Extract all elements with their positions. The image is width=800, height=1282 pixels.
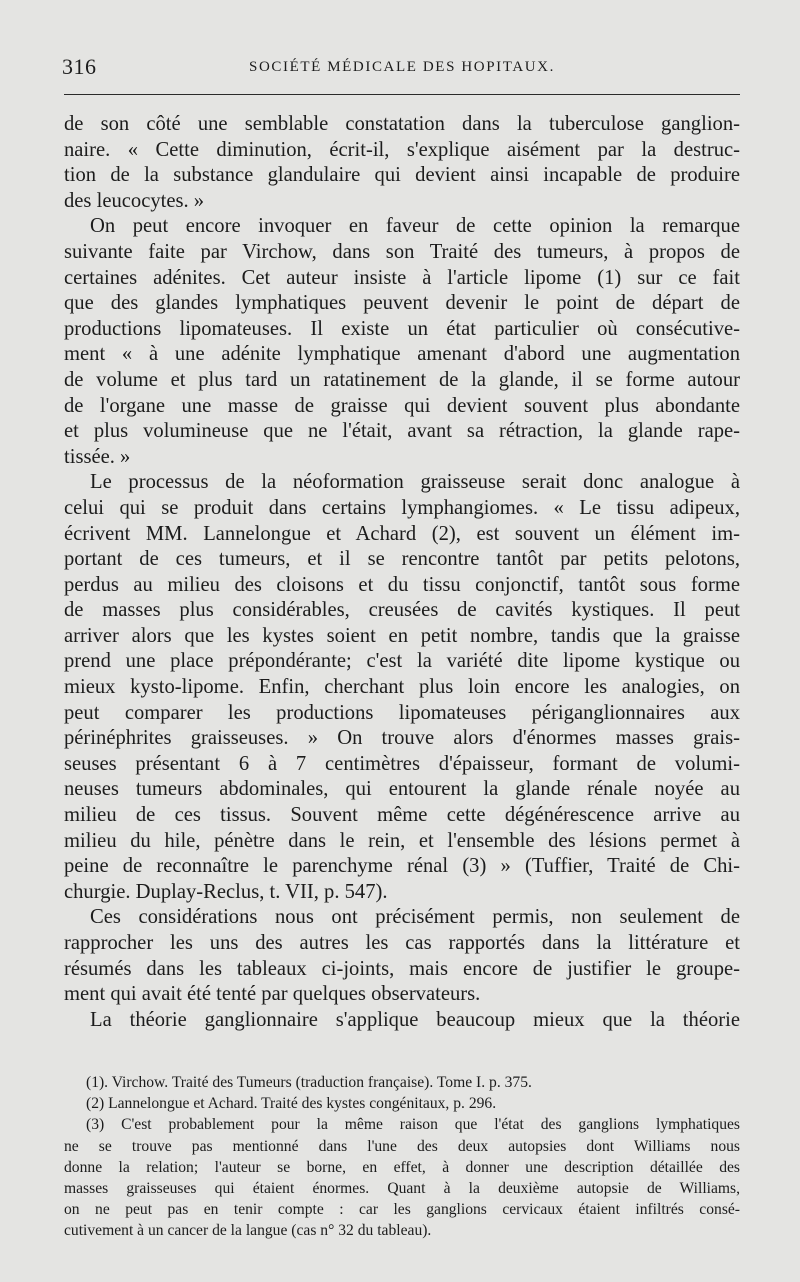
header-rule <box>64 94 740 95</box>
footnote-line: ne se trouve pas mentionné dans l'une des deux autopsies dont Williams nous <box>64 1137 740 1155</box>
body-text <box>64 112 740 1033</box>
footnote-line: cutivement à un cancer de la langue (cas n° 32 du tableau). <box>64 1222 432 1240</box>
footnote-line: donne la relation; l'auteur se borne, en effet, à donner une description détaillée des <box>64 1158 740 1176</box>
body-line: La théorie ganglionnaire s'applique beaucoup mieux que la théorie <box>90 1008 740 1031</box>
body-line: de l'organe une masse de graisse qui devient souvent plus abondante <box>64 394 740 417</box>
body-line: perdus au milieu des cloisons et du tissu conjonctif, tantôt sous forme <box>64 573 740 596</box>
body-line: celui qui se produit dans certains lymphangiomes. « Le tissu adipeux, <box>64 496 740 519</box>
body-line: résumés dans les tableaux ci-joints, mais encore de justifier le groupe- <box>64 957 740 980</box>
body-line: productions lipomateuses. Il existe un état particulier où consécutive- <box>64 317 740 340</box>
body-line: On peut encore invoquer en faveur de cette opinion la remarque <box>90 215 740 238</box>
body-line: Ces considérations nous ont précisément permis, non seulement de <box>90 906 740 929</box>
body-line: portant de ces tumeurs, et il se rencontre tantôt par petits pelotons, <box>64 548 740 571</box>
body-line: et plus volumineuse que ne l'était, avant sa rétraction, la glande rape- <box>64 420 740 443</box>
body-line: des leucocytes. » <box>64 189 205 212</box>
body-line: mieux kysto-lipome. Enfin, cherchant plus loin encore les analogies, on <box>64 676 740 699</box>
body-line: peine de reconnaître le parenchyme rénal (3) » (Tuffier, Traité de Chi- <box>64 855 740 878</box>
body-line: arriver alors que les kystes soient en petit nombre, tandis que la graisse <box>64 624 740 647</box>
body-line: de son côté une semblable constatation dans la tuberculose ganglion- <box>64 113 740 135</box>
body-line: certaines adénites. Cet auteur insiste à l'article lipome (1) sur ce fait <box>64 266 740 289</box>
body-line: naire. « Cette diminution, écrit-il, s'explique aisément par la destruc- <box>64 138 740 161</box>
body-line: milieu de ces tissus. Souvent même cette dégénérescence arrive au <box>64 804 740 827</box>
page-number: 316 <box>62 54 97 79</box>
body-line: peut comparer les productions lipomateuses périganglionnaires aux <box>64 701 740 724</box>
body-line: suivante faite par Virchow, dans son Traité des tumeurs, à propos de <box>64 240 740 263</box>
footnotes <box>64 1072 740 1242</box>
body-line: de volume et plus tard un ratatinement de la glande, il se forme autour <box>64 368 740 391</box>
body-line: Le processus de la néoformation graisseuse serait donc analogue à <box>90 471 740 494</box>
footnote-line: masses graisseuses qui étaient énormes. Quant à la deuxième autopsie de Williams, <box>64 1179 740 1197</box>
footnote-line: (2) Lannelongue et Achard. Traité des kystes congénitaux, p. 296. <box>86 1095 497 1113</box>
footnote-line: on ne peut pas en tenir compte : car les ganglions cervicaux étaient infiltrés consé- <box>64 1201 740 1219</box>
body-line: tion de la substance glandulaire qui devient ainsi incapable de produire <box>64 164 740 187</box>
footnote-line: (3) C'est probablement pour la même raison que l'état des ganglions lymphatiques <box>86 1116 740 1134</box>
body-line: ment « à une adénite lymphatique amenant d'abord une augmentation <box>64 343 740 366</box>
body-line: seuses présentant 6 à 7 centimètres d'épaisseur, formant de volumi- <box>64 752 740 775</box>
body-line: écrivent MM. Lannelongue et Achard (2), est souvent un élément im- <box>64 522 740 545</box>
body-line: tissée. » <box>64 445 131 468</box>
body-line: neuses tumeurs abdominales, qui entourent la glande rénale noyée au <box>64 778 740 801</box>
footnote-list <box>64 1072 740 1242</box>
footnote-line: (1). Virchow. Traité des Tumeurs (traduction française). Tome I. p. 375. <box>86 1074 532 1091</box>
body-line: de masses plus considérables, creusées de cavités kystiques. Il peut <box>64 599 740 622</box>
running-head: SOCIÉTÉ MÉDICALE DES HOPITAUX. <box>249 59 555 75</box>
body-line: churgie. Duplay-Reclus, t. VII, p. 547). <box>64 880 388 903</box>
body-line: que des glandes lymphatiques peuvent devenir le point de départ de <box>64 292 740 315</box>
body-line: ment qui avait été tenté par quelques observateurs. <box>64 983 481 1006</box>
body-line: rapprocher les uns des autres les cas rapportés dans la littérature et <box>64 932 740 954</box>
body-line: milieu du hile, pénètre dans le rein, et l'ensemble des lésions permet à <box>64 829 740 852</box>
page-header <box>62 54 742 84</box>
body-line: périnéphrites graisseuses. » On trouve alors d'énormes masses grais- <box>64 727 740 750</box>
body-line: prend une place prépondérante; c'est la variété dite lipome kystique ou <box>64 650 740 673</box>
